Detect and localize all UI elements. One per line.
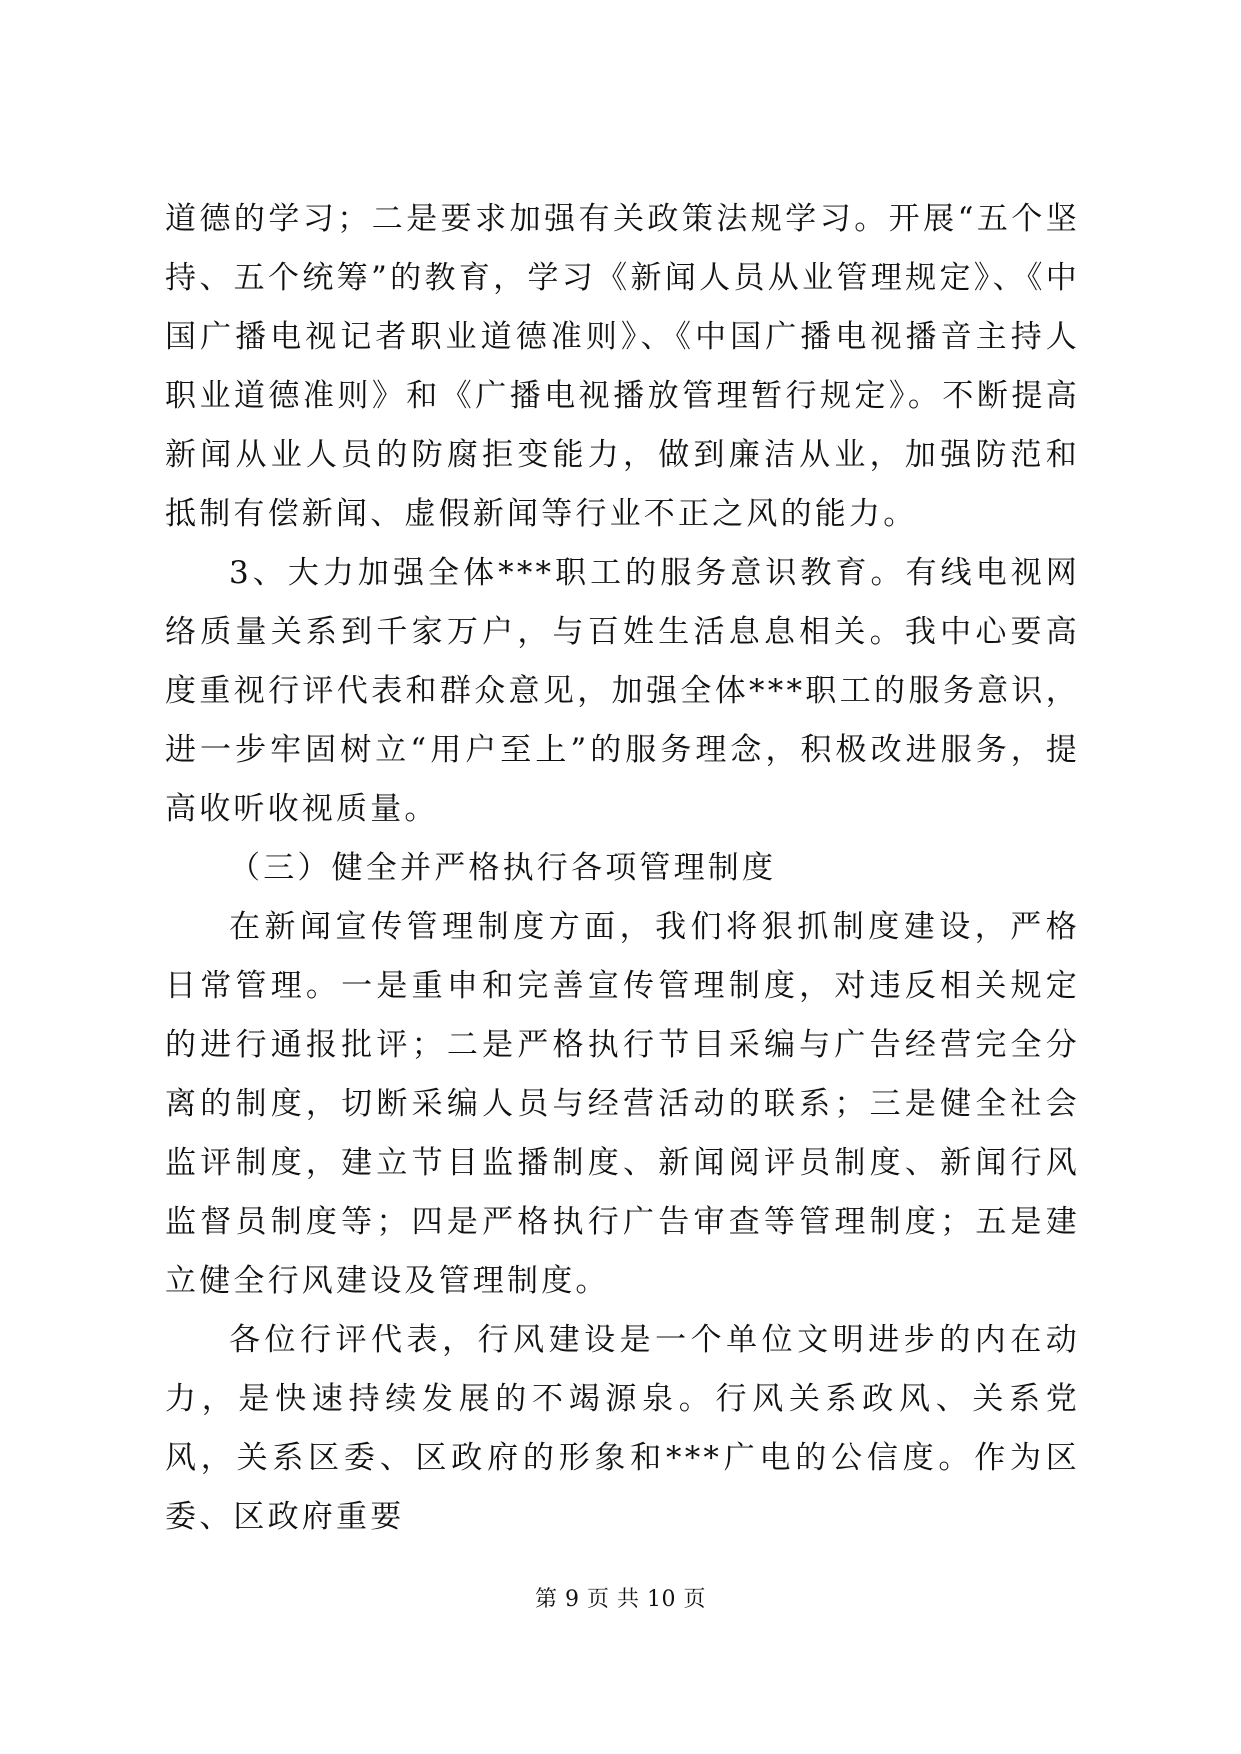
section-heading-management-systems: （三）健全并严格执行各项管理制度 [229,850,777,886]
paragraph-management-systems: 在新闻宣传管理制度方面，我们将狠抓制度建设，严格日常管理。一是重申和完善宣传管理制度，对违反相关规定的进行通报批评；二是严格执行节目采编与广告经营完全分离的制度，切断采编人员与经营活动的联系；三是健全社会监评制度，建立节目监播制度、新闻阅评员制度、新闻行风监督员制度等；四是严格执行广告审查等管理制度；五是建立健全行风建设及管理制度。 [165,909,1080,1299]
paragraph-service-awareness: 3、大力加强全体***职工的服务意识教育。有线电视网络质量关系到千家万户，与百姓生活息息相关。我中心要高度重视行评代表和群众意见，加强全体***职工的服务意识，进一步牢固树立“用户至上”的服务理念，积极改进服务，提高收听收视质量。 [165,555,1080,827]
paragraph-conclusion: 各位行评代表，行风建设是一个单位文明进步的内在动力，是快速持续发展的不竭源泉。行风关系政风、关系党风，关系区委、区政府的形象和***广电的公信度。作为区委、区政府重要 [165,1322,1080,1535]
page-footer: 第 9 页 共 10 页 [535,1587,706,1612]
document-body [165,190,1080,1547]
paragraph-ethics-study: 道德的学习；二是要求加强有关政策法规学习。开展“五个坚持、五个统筹”的教育，学习《新闻人员从业管理规定》、《中国广播电视记者职业道德准则》、《中国广播电视播音主持人职业道德准则》和《广播电视播放管理暂行规定》。不断提高新闻从业人员的防腐拒变能力，做到廉洁从业，加强防范和抵制有偿新闻、虚假新闻等行业不正之风的能力。 [165,201,1080,532]
